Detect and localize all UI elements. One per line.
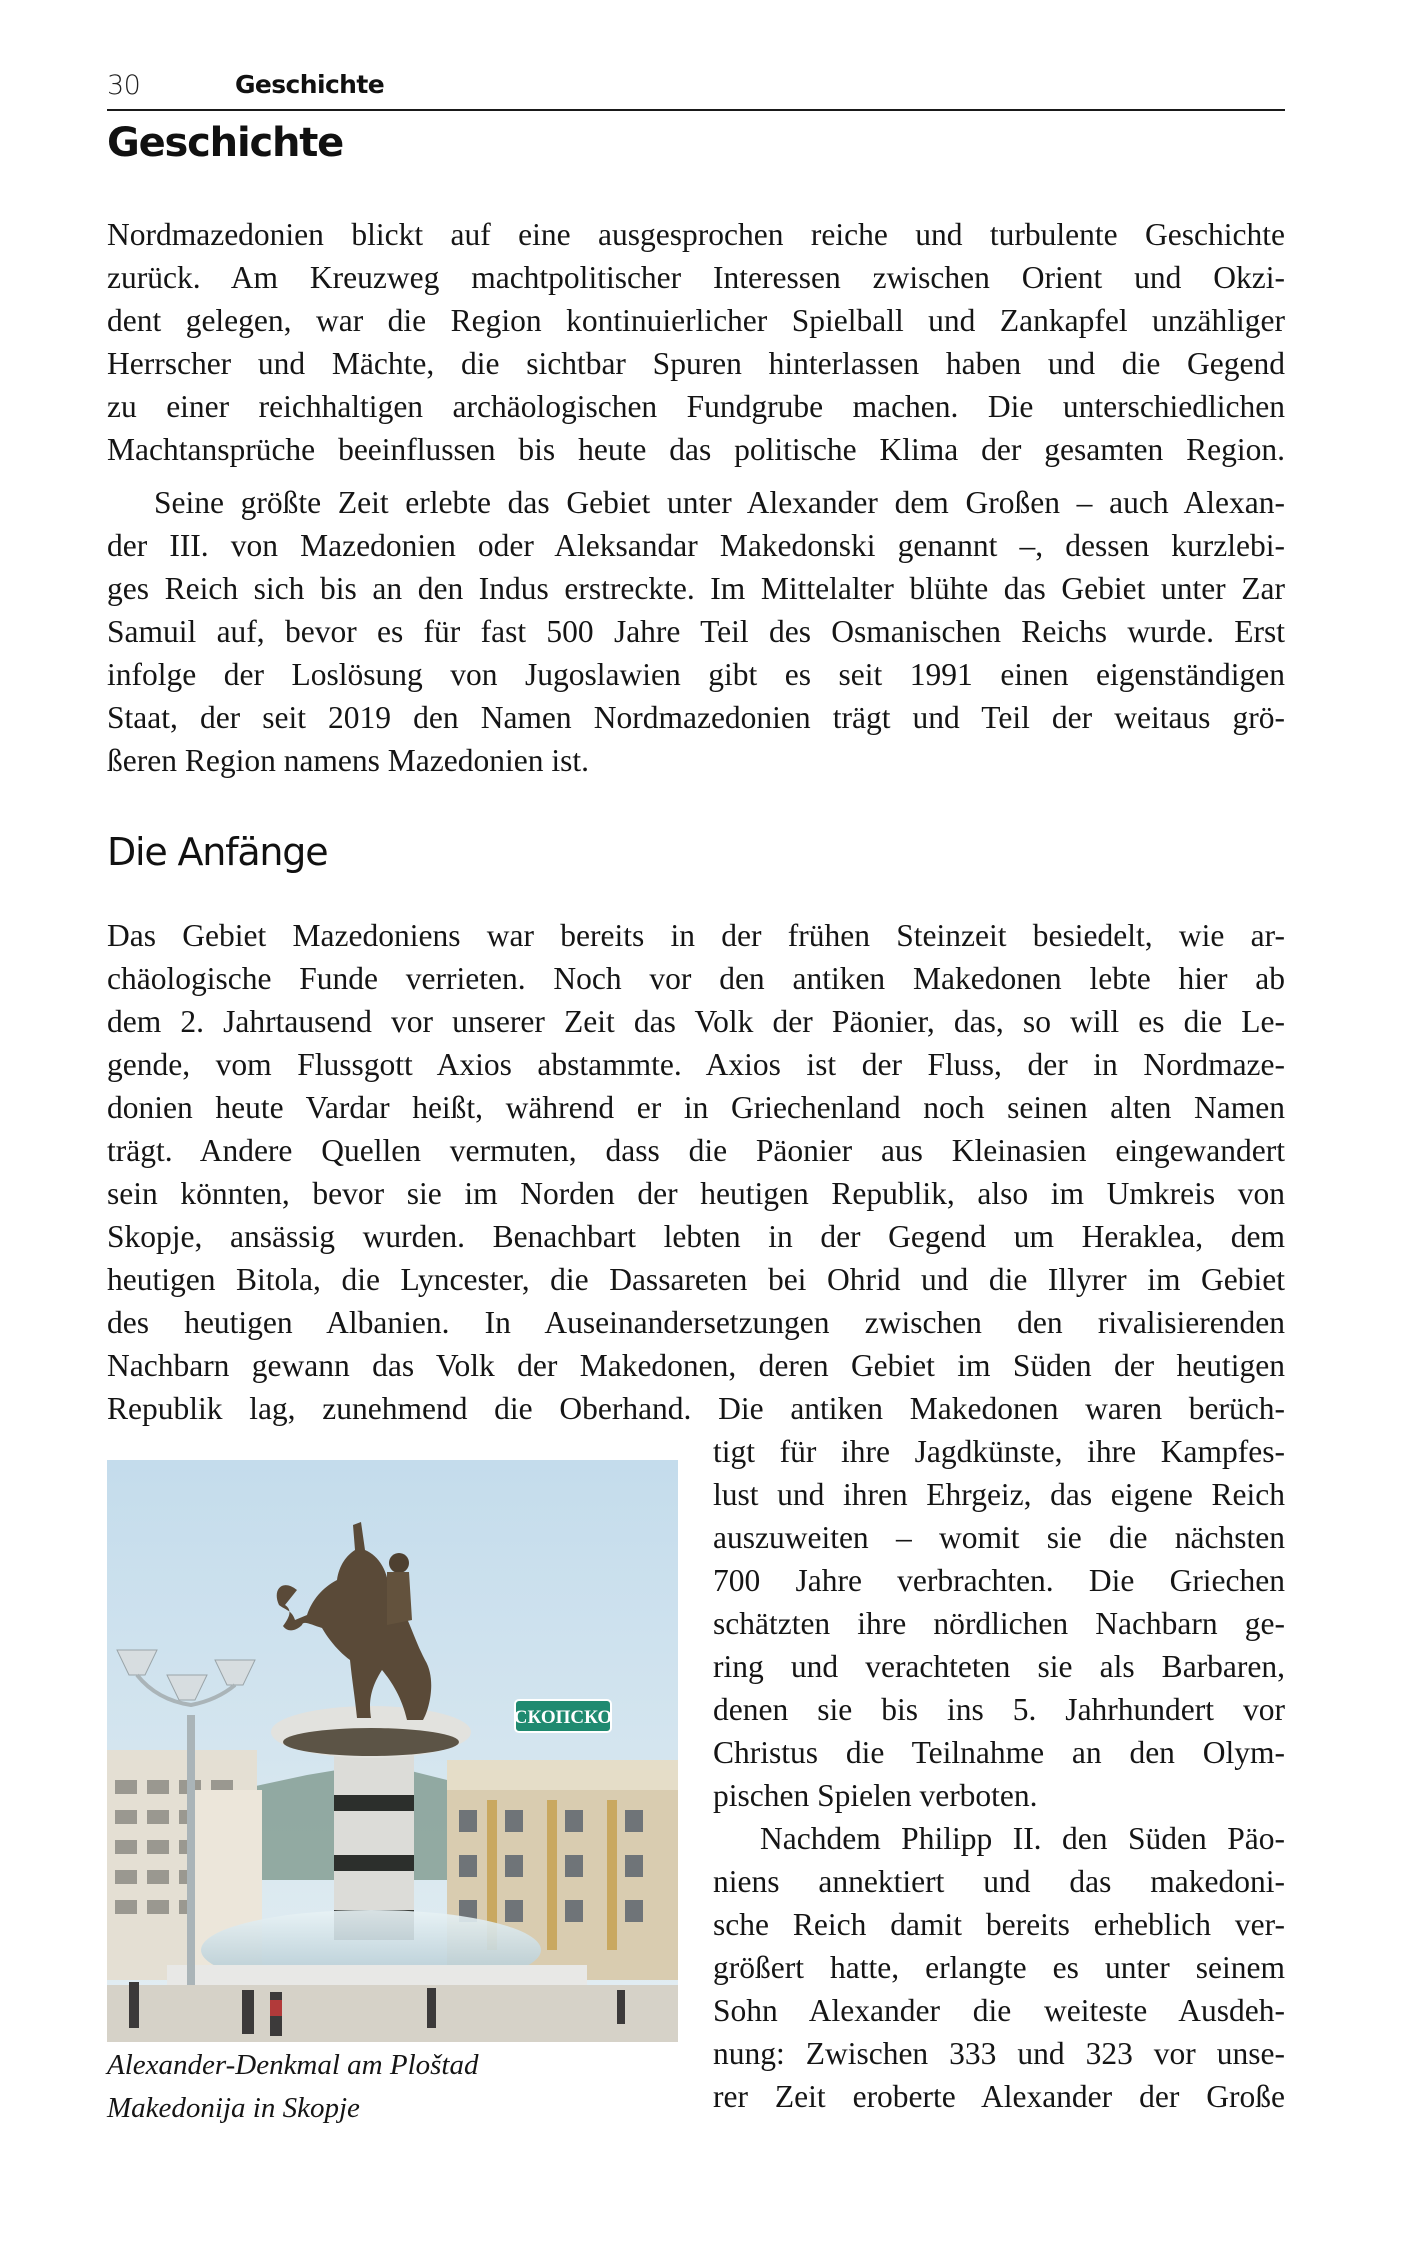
text-line: größert hatte, erlangte es unter seinem xyxy=(713,1950,1285,1985)
text-line: Staat, der seit 2019 den Namen Nordmazedonien trägt und Teil der weitaus grö- xyxy=(107,700,1285,735)
header-rule xyxy=(107,109,1285,111)
text-line: pischen Spielen verboten. xyxy=(713,1778,1038,1813)
text-line: ßeren Region namens Mazedonien ist. xyxy=(107,743,589,778)
section-heading: Die Anfänge xyxy=(107,830,328,874)
text-line: des heutigen Albanien. In Auseinandersetzungen zwischen den rivalisierenden xyxy=(107,1305,1285,1340)
text-line: donien heute Vardar heißt, während er in Griechenland noch seinen alten Namen xyxy=(107,1090,1285,1125)
text-line: nung: Zwischen 333 und 323 vor unse- xyxy=(713,2036,1285,2071)
figure-photo-alexander-monument xyxy=(107,1460,678,2042)
text-line: Seine größte Zeit erlebte das Gebiet unter Alexander dem Großen – auch Alexan- xyxy=(154,485,1285,520)
text-line: Nordmazedonien blickt auf eine ausgesprochen reiche und turbulente Geschichte xyxy=(107,217,1285,252)
text-line: rer Zeit eroberte Alexander der Große xyxy=(713,2079,1285,2114)
text-line: Machtansprüche beeinflussen bis heute das politische Klima der gesamten Region. xyxy=(107,432,1285,467)
text-line: Republik lag, zunehmend die Oberhand. Die antiken Makedonen waren berüch- xyxy=(107,1391,1285,1426)
sign-text: СКОПСКО xyxy=(513,1707,613,1728)
text-line: chäologische Funde verrieten. Noch vor den antiken Makedonen lebte hier ab xyxy=(107,961,1285,996)
text-line: ges Reich sich bis an den Indus erstreckte. Im Mittelalter blühte das Gebiet unter Zar xyxy=(107,571,1285,606)
text-line: dent gelegen, war die Region kontinuierlicher Spielball und Zankapfel unzähliger xyxy=(107,303,1285,338)
text-line: lust und ihren Ehrgeiz, das eigene Reich xyxy=(713,1477,1285,1512)
chapter-title: Geschichte xyxy=(107,120,344,166)
running-head-title: Geschichte xyxy=(235,70,385,99)
text-line: niens annektiert und das makedoni- xyxy=(713,1864,1285,1899)
text-line: heutigen Bitola, die Lyncester, die Dassareten bei Ohrid und die Illyrer im Gebiet xyxy=(107,1262,1285,1297)
text-line: der III. von Mazedonien oder Aleksandar Makedonski genannt –, dessen kurzlebi- xyxy=(107,528,1285,563)
monument-illustration xyxy=(107,1460,678,2042)
text-line: Samuil auf, bevor es für fast 500 Jahre Teil des Osmanischen Reichs wurde. Erst xyxy=(107,614,1285,649)
text-line: sein könnten, bevor sie im Norden der heutigen Republik, also im Umkreis von xyxy=(107,1176,1285,1211)
running-head xyxy=(107,66,1285,110)
text-line: infolge der Loslösung von Jugoslawien gibt es seit 1991 einen eigenständigen xyxy=(107,657,1285,692)
text-line: schätzten ihre nördlichen Nachbarn ge- xyxy=(713,1606,1285,1641)
text-line: ring und verachteten sie als Barbaren, xyxy=(713,1649,1285,1684)
figure-caption-line-2: Makedonija in Skopje xyxy=(107,2092,360,2124)
text-line: 700 Jahre verbrachten. Die Griechen xyxy=(713,1563,1285,1598)
text-line: dem 2. Jahrtausend vor unserer Zeit das Volk der Päonier, das, so will es die Le- xyxy=(107,1004,1285,1039)
page-number: 30 xyxy=(107,70,141,101)
text-line: sche Reich damit bereits erheblich ver- xyxy=(713,1907,1285,1942)
text-line: zu einer reichhaltigen archäologischen Fundgrube machen. Die unterschiedlichen xyxy=(107,389,1285,424)
figure-caption-line-1: Alexander-Denkmal am Ploštad xyxy=(107,2049,479,2081)
text-line: Nachbarn gewann das Volk der Makedonen, deren Gebiet im Süden der heutigen xyxy=(107,1348,1285,1383)
text-line: Christus die Teilnahme an den Olym- xyxy=(713,1735,1285,1770)
text-line: tigt für ihre Jagdkünste, ihre Kampfes- xyxy=(713,1434,1285,1469)
text-line: zurück. Am Kreuzweg machtpolitischer Interessen zwischen Orient und Okzi- xyxy=(107,260,1285,295)
text-line: Nachdem Philipp II. den Süden Päo- xyxy=(760,1821,1285,1856)
text-line: denen sie bis ins 5. Jahrhundert vor xyxy=(713,1692,1285,1727)
text-line: gende, vom Flussgott Axios abstammte. Axios ist der Fluss, der in Nordmaze- xyxy=(107,1047,1285,1082)
text-line: Skopje, ansässig wurden. Benachbart lebten in der Gegend um Heraklea, dem xyxy=(107,1219,1285,1254)
text-line: trägt. Andere Quellen vermuten, dass die Päonier aus Kleinasien eingewandert xyxy=(107,1133,1285,1168)
text-line: Sohn Alexander die weiteste Ausdeh- xyxy=(713,1993,1285,2028)
text-line: Herrscher und Mächte, die sichtbar Spuren hinterlassen haben und die Gegend xyxy=(107,346,1285,381)
text-line: auszuweiten – womit sie die nächsten xyxy=(713,1520,1285,1555)
text-line: Das Gebiet Mazedoniens war bereits in der frühen Steinzeit besiedelt, wie ar- xyxy=(107,918,1285,953)
